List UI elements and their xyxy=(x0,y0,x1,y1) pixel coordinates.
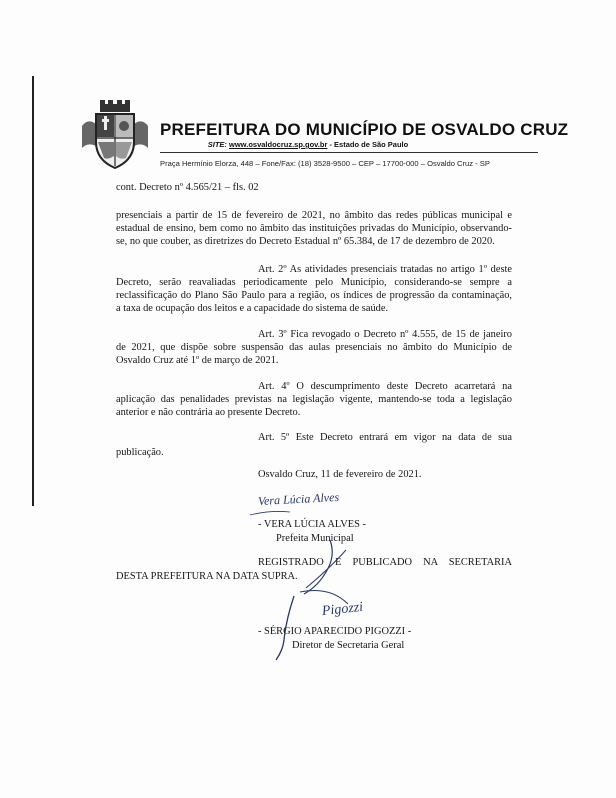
signer2-name: - SÉRGIO APARECIDO PIGOZZI - xyxy=(258,626,412,637)
art2-line: Decreto, serão reavaliadas periodicamente pelo Município, considerando-se sempre a xyxy=(116,277,512,288)
header-address: Praça Hermínio Elorza, 448 – Fone/Fax: (18) 3528-9500 – CEP – 17700-000 – Osvaldo Cruz - SP xyxy=(160,159,490,168)
municipality-title: PREFEITURA DO MUNICÍPIO DE OSVALDO CRUZ xyxy=(160,120,569,139)
art3-line: de 2021, que dispõe sobre suspensão das aulas presenciais no âmbito do Município de xyxy=(116,342,512,353)
registry-line: REGISTRADO E PUBLICADO NA SECRETARIA xyxy=(258,557,512,568)
signature-pigozzi: Pigozzi xyxy=(321,599,364,620)
art3-line: Osvaldo Cruz até 1º de março de 2021. xyxy=(116,355,279,366)
para1-line: estadual de ensino, bem como no âmbito das instituições privadas do Município, observando- xyxy=(116,223,512,234)
signature-vera: Vera Lúcia Alves xyxy=(257,489,340,509)
para1-line: se, no que couber, as diretrizes do Decreto Estadual nº 65.384, de 17 de dezembro de 2020. xyxy=(116,236,495,247)
continuation-line: cont. Decreto nº 4.565/21 – fls. 02 xyxy=(116,182,259,193)
date-line: Osvaldo Cruz, 11 de fevereiro de 2021. xyxy=(258,469,422,480)
art4-line: aplicação das penalidades previstas na legislação vigente, mantendo-se toda a legislação xyxy=(116,394,512,405)
art5-line: publicação. xyxy=(116,447,164,458)
site-label: SITE: xyxy=(207,140,227,149)
art2-line: reclassificação do Plano São Paulo para a região, os índices de progressão da contaminação, xyxy=(116,290,512,301)
para1-line: presenciais a partir de 15 de fevereiro de 2021, no âmbito das redes públicas municipal e xyxy=(116,210,512,221)
registry-line: DESTA PREFEITURA NA DATA SUPRA. xyxy=(116,571,298,582)
art5-line: Art. 5º Este Decreto entrará em vigor na data de sua xyxy=(258,432,512,443)
art4-line: anterior e não contrária ao presente Decreto. xyxy=(116,407,301,418)
signer1-role: Prefeita Municipal xyxy=(276,533,354,544)
signer2-role: Diretor de Secretaria Geral xyxy=(292,640,405,651)
art3-line: Art. 3º Fica revogado o Decreto nº 4.555, de 15 de janeiro xyxy=(258,329,512,340)
art4-line: Art. 4º O descumprimento deste Decreto acarretará na xyxy=(258,381,512,392)
site-url-link[interactable]: www.osvaldocruz.sp.gov.br xyxy=(229,140,328,149)
signer1-name: - VERA LÚCIA ALVES - xyxy=(258,519,366,530)
art2-line: a taxa de ocupação dos leitos e a capacidade do sistema de saúde. xyxy=(116,303,389,314)
site-suffix: - Estado de São Paulo xyxy=(327,140,409,149)
art2-line: Art. 2º As atividades presenciais tratadas no artigo 1º deste xyxy=(258,264,512,275)
